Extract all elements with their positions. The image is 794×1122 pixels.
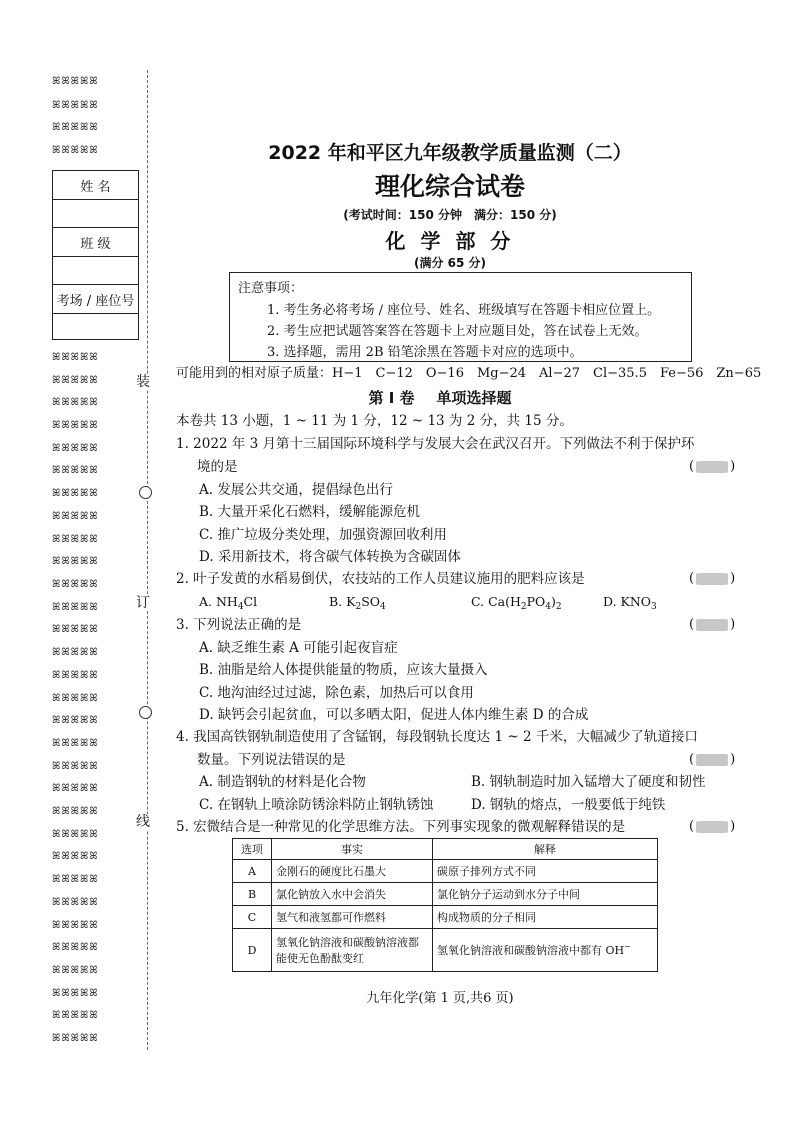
decoration-row: ꕤꕤꕤꕤꕤ bbox=[52, 1033, 99, 1044]
decoration-row: ꕤꕤꕤꕤꕤ bbox=[52, 534, 99, 545]
decoration-row: ꕤꕤꕤꕤꕤ bbox=[52, 624, 99, 635]
fact-cell: 氯化钠放入水中会消失 bbox=[272, 883, 433, 906]
class-label: 班 级 bbox=[53, 228, 138, 257]
decoration-row: ꕤꕤꕤꕤꕤ bbox=[52, 579, 99, 590]
section-roman: 第 I 卷 bbox=[368, 389, 415, 407]
seat-label: 考场 / 座位号 bbox=[53, 285, 138, 314]
q2-stem: 2. 叶子发黄的水稻易倒伏，农技站的工作人员建议施用的肥料应该是 bbox=[176, 571, 585, 587]
notice-item: 3. 选择题，需用 2B 铅笔涂黑在答题卡对应的选项中。 bbox=[267, 345, 583, 360]
exam-info: (考试时间：150 分钟 满分：150 分) bbox=[343, 208, 557, 222]
q1-stem-cont: 境的是 bbox=[197, 459, 238, 475]
explanation-cell: 氢氧化钠溶液和碳酸钠溶液中都有 OH− bbox=[433, 929, 658, 972]
decoration-row: ꕤꕤꕤꕤꕤ bbox=[52, 145, 99, 156]
decoration-row: ꕤꕤꕤꕤꕤ bbox=[52, 988, 99, 999]
decoration-row: ꕤꕤꕤꕤꕤ bbox=[52, 602, 99, 613]
section-heading bbox=[180, 387, 700, 408]
punch-hole bbox=[139, 706, 152, 719]
table-row bbox=[233, 860, 658, 883]
class-field[interactable] bbox=[53, 257, 138, 285]
name-label: 姓 名 bbox=[53, 171, 138, 200]
q3-option-d: D. 缺钙会引起贫血，可以多晒太阳，促进人体内维生素 D 的合成 bbox=[199, 707, 589, 723]
punch-hole bbox=[139, 486, 152, 499]
fact-cell: 金刚石的硬度比石墨大 bbox=[272, 860, 433, 883]
decoration-row: ꕤꕤꕤꕤꕤ bbox=[52, 375, 99, 386]
table-header-row bbox=[233, 839, 658, 860]
q3-answer-blank[interactable]: ( ) bbox=[689, 617, 736, 632]
decoration-row: ꕤꕤꕤꕤꕤ bbox=[52, 670, 99, 681]
notice-box bbox=[229, 272, 692, 362]
notice-item: 1. 考生务必将考场 / 座位号、姓名、班级填写在答题卡相应位置上。 bbox=[267, 303, 661, 318]
decoration-row: ꕤꕤꕤꕤꕤ bbox=[52, 465, 99, 476]
decoration-row: ꕤꕤꕤꕤꕤ bbox=[52, 738, 99, 749]
q1-option-c: C. 推广垃圾分类处理，加强资源回收利用 bbox=[199, 527, 447, 543]
exam-subject: 理化综合试卷 bbox=[374, 172, 525, 201]
decoration-row: ꕤꕤꕤꕤꕤ bbox=[52, 647, 99, 658]
decoration-row: ꕤꕤꕤꕤꕤ bbox=[52, 511, 99, 522]
decoration-row: ꕤꕤꕤꕤꕤ bbox=[52, 122, 99, 133]
q5-answer-blank[interactable]: ( ) bbox=[689, 819, 736, 834]
binding-dashed-line bbox=[147, 70, 148, 1050]
q4-stem: 4. 我国高铁钢轨制造使用了含锰钢，每段钢轨长度达 1 ~ 2 千米，大幅减少了轨道接口 bbox=[176, 729, 698, 745]
binding-char-zhuang: 装 bbox=[136, 374, 150, 390]
explanation-cell: 氯化钠分子运动到水分子中间 bbox=[433, 883, 658, 906]
option-cell: B bbox=[233, 883, 272, 906]
option-cell: D bbox=[233, 929, 272, 972]
q3-option-a: A. 缺乏维生素 A 可能引起夜盲症 bbox=[199, 640, 398, 656]
decoration-row: ꕤꕤꕤꕤꕤ bbox=[52, 715, 99, 726]
q5-table bbox=[232, 838, 658, 972]
decoration-row: ꕤꕤꕤꕤꕤ bbox=[52, 693, 99, 704]
decoration-row: ꕤꕤꕤꕤꕤ bbox=[52, 851, 99, 862]
decoration-row: ꕤꕤꕤꕤꕤ bbox=[52, 488, 99, 499]
decoration-row: ꕤꕤꕤꕤꕤ bbox=[52, 443, 99, 454]
q1-option-b: B. 大量开采化石燃料，缓解能源危机 bbox=[199, 504, 421, 520]
notice-title: 注意事项： bbox=[238, 281, 304, 296]
table-header: 事实 bbox=[272, 839, 433, 860]
q1-option-a: A. 发展公共交通，提倡绿色出行 bbox=[199, 482, 393, 498]
decoration-row: ꕤꕤꕤꕤꕤ bbox=[52, 783, 99, 794]
q3-stem: 3. 下列说法正确的是 bbox=[176, 617, 302, 633]
table-header: 选项 bbox=[233, 839, 272, 860]
notice-item: 2. 考生应把试题答案答在答题卡上对应题目处，答在试卷上无效。 bbox=[267, 324, 648, 339]
q2-option-d: D. $KNO_3$ bbox=[603, 594, 657, 612]
decoration-row: ꕤꕤꕤꕤꕤ bbox=[52, 556, 99, 567]
q4-option-d: D. 钢轨的熔点，一般要低于纯铁 bbox=[471, 797, 666, 813]
instructions: 本卷共 13 小题，1 ~ 11 为 1 分，12 ~ 13 为 2 分，共 15 分。 bbox=[176, 413, 573, 429]
part-score: (满分 65 分) bbox=[413, 256, 487, 270]
decoration-row: ꕤꕤꕤꕤꕤ bbox=[52, 352, 99, 363]
q1-option-d: D. 采用新技术，将含碳气体转换为含碳固体 bbox=[199, 549, 461, 565]
decoration-row: ꕤꕤꕤꕤꕤ bbox=[52, 397, 99, 408]
q1-stem: 1. 2022 年 3 月第十三届国际环境科学与发展大会在武汉召开。下列做法不利于保护环 bbox=[176, 436, 695, 452]
q2-option-a: A. $NH_4Cl$ bbox=[199, 594, 258, 612]
binding-char-ding: 订 bbox=[136, 595, 150, 611]
option-cell: A bbox=[233, 860, 272, 883]
table-row bbox=[233, 906, 658, 929]
fact-cell: 氢氧化钠溶液和碳酸钠溶液都能使无色酚酞变红 bbox=[272, 929, 433, 972]
decoration-row: ꕤꕤꕤꕤꕤ bbox=[52, 829, 99, 840]
q4-option-b: B. 钢轨制造时加入锰增大了硬度和韧性 bbox=[471, 774, 706, 790]
table-row bbox=[233, 929, 658, 972]
seat-field[interactable] bbox=[53, 314, 138, 341]
decoration-row: ꕤꕤꕤꕤꕤ bbox=[52, 965, 99, 976]
q5-stem: 5. 宏微结合是一种常见的化学思维方法。下列事实现象的微观解释错误的是 bbox=[176, 819, 626, 835]
q4-option-a: A. 制造钢轨的材料是化合物 bbox=[199, 774, 366, 790]
decoration-row: ꕤꕤꕤꕤꕤ bbox=[52, 942, 99, 953]
q4-option-c: C. 在钢轨上喷涂防锈涂料防止钢轨锈蚀 bbox=[199, 797, 434, 813]
atomic-masses: 可能用到的相对原子质量：H−1 C−12 O−16 Mg−24 Al−27 Cl−35.5 Fe−56 Zn−65 bbox=[176, 366, 762, 381]
page-footer: 九年化学(第 1 页,共6 页) bbox=[366, 991, 514, 1006]
binding-char-xian: 线 bbox=[136, 814, 150, 830]
decoration-row: ꕤꕤꕤꕤꕤ bbox=[52, 761, 99, 772]
decoration-row: ꕤꕤꕤꕤꕤ bbox=[52, 100, 99, 111]
table-header: 解释 bbox=[433, 839, 658, 860]
q2-answer-blank[interactable]: ( ) bbox=[689, 571, 736, 586]
fact-cell: 氢气和液氢都可作燃料 bbox=[272, 906, 433, 929]
explanation-cell: 碳原子排列方式不同 bbox=[433, 860, 658, 883]
student-info-box bbox=[52, 170, 139, 340]
q3-option-b: B. 油脂是给人体提供能量的物质，应该大量摄入 bbox=[199, 662, 488, 678]
decoration-row: ꕤꕤꕤꕤꕤ bbox=[52, 420, 99, 431]
q4-stem-cont: 数量。下列说法错误的是 bbox=[197, 752, 346, 768]
decoration-row: ꕤꕤꕤꕤꕤ bbox=[52, 897, 99, 908]
q2-option-c: C. $Ca(H_2PO_4)_2$ bbox=[471, 594, 562, 612]
name-field[interactable] bbox=[53, 200, 138, 228]
decoration-row: ꕤꕤꕤꕤꕤ bbox=[52, 874, 99, 885]
exam-title: 2022 年和平区九年级教学质量监测（二） bbox=[268, 142, 632, 164]
q2-option-b: B. $K_2SO_4$ bbox=[329, 594, 386, 612]
decoration-row: ꕤꕤꕤꕤꕤ bbox=[52, 920, 99, 931]
q3-option-c: C. 地沟油经过过滤，除色素，加热后可以食用 bbox=[199, 685, 474, 701]
explanation-cell: 构成物质的分子相同 bbox=[433, 906, 658, 929]
option-cell: C bbox=[233, 906, 272, 929]
decoration-row: ꕤꕤꕤꕤꕤ bbox=[52, 76, 99, 87]
section-name: 单项选择题 bbox=[436, 389, 512, 407]
decoration-row: ꕤꕤꕤꕤꕤ bbox=[52, 1010, 99, 1021]
q4-answer-blank[interactable]: ( ) bbox=[689, 752, 736, 767]
q1-answer-blank[interactable]: ( ) bbox=[689, 459, 736, 474]
part-title: 化 学 部 分 bbox=[385, 229, 515, 253]
decoration-row: ꕤꕤꕤꕤꕤ bbox=[52, 806, 99, 817]
table-row bbox=[233, 883, 658, 906]
